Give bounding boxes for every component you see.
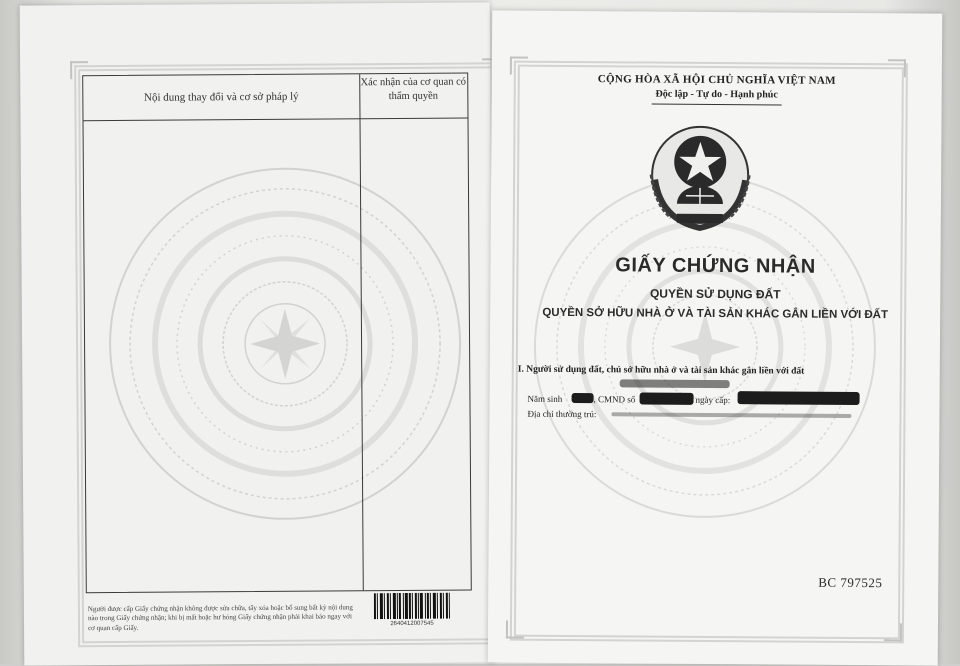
- owner-section-heading: I. Người sử dụng đất, chủ sở hữu nhà ở và tài sản khác gắn liền với đất: [518, 365, 805, 377]
- national-emblem-icon: [641, 119, 760, 238]
- amendment-table: [82, 73, 472, 594]
- barcode-icon: [374, 593, 450, 620]
- national-motto: Độc lập - Tự do - Hạnh phúc: [492, 87, 942, 101]
- corner-ornament: [506, 621, 524, 639]
- table-header-changes: Nội dung thay đổi và cơ sở pháp lý: [83, 74, 359, 120]
- redaction-bar: [738, 391, 860, 405]
- certificate-subtitle-land: QUYỀN SỬ DỤNG ĐẤT: [490, 285, 940, 302]
- address-label: Địa chỉ thường trú:: [527, 409, 596, 419]
- id-number-label: , CMND số: [594, 394, 636, 404]
- issue-date-label: ngày cấp:: [696, 395, 731, 405]
- corner-ornament: [884, 623, 902, 641]
- right-page: [488, 10, 943, 665]
- redaction-bar: [620, 379, 730, 388]
- redaction-bar: [572, 393, 594, 403]
- birth-year-label: Năm sinh: [528, 394, 563, 404]
- footnote-text: Người được cấp Giấy chứng nhận không được sửa chữa, tẩy xóa hoặc bổ sung bất kỳ nội dung nào trong Giấy chứng nhận; khi bị mất hoặc hư hỏng Giấy chứng nhận phải khai báo ngay với cơ quan cấp Giấy.: [88, 603, 358, 633]
- certificate-title: GIẤY CHỨNG NHẬN: [490, 253, 940, 279]
- certificate-subtitle-house: QUYỀN SỞ HỮU NHÀ Ở VÀ TÀI SẢN KHÁC GẮN LIỀN VỚI ĐẤT: [490, 306, 940, 321]
- left-page: [20, 2, 495, 665]
- table-header-row: [83, 74, 467, 122]
- table-header-confirmation: Xác nhận của cơ quan có thẩm quyền: [360, 76, 466, 117]
- barcode-number: 2640412007545: [374, 621, 450, 628]
- redaction-bar: [640, 392, 694, 404]
- table-column-divider: [359, 74, 364, 590]
- republic-title: CỘNG HÒA XÃ HỘI CHỦ NGHĨA VIỆT NAM: [492, 72, 942, 87]
- serial-number: BC 797525: [818, 575, 882, 591]
